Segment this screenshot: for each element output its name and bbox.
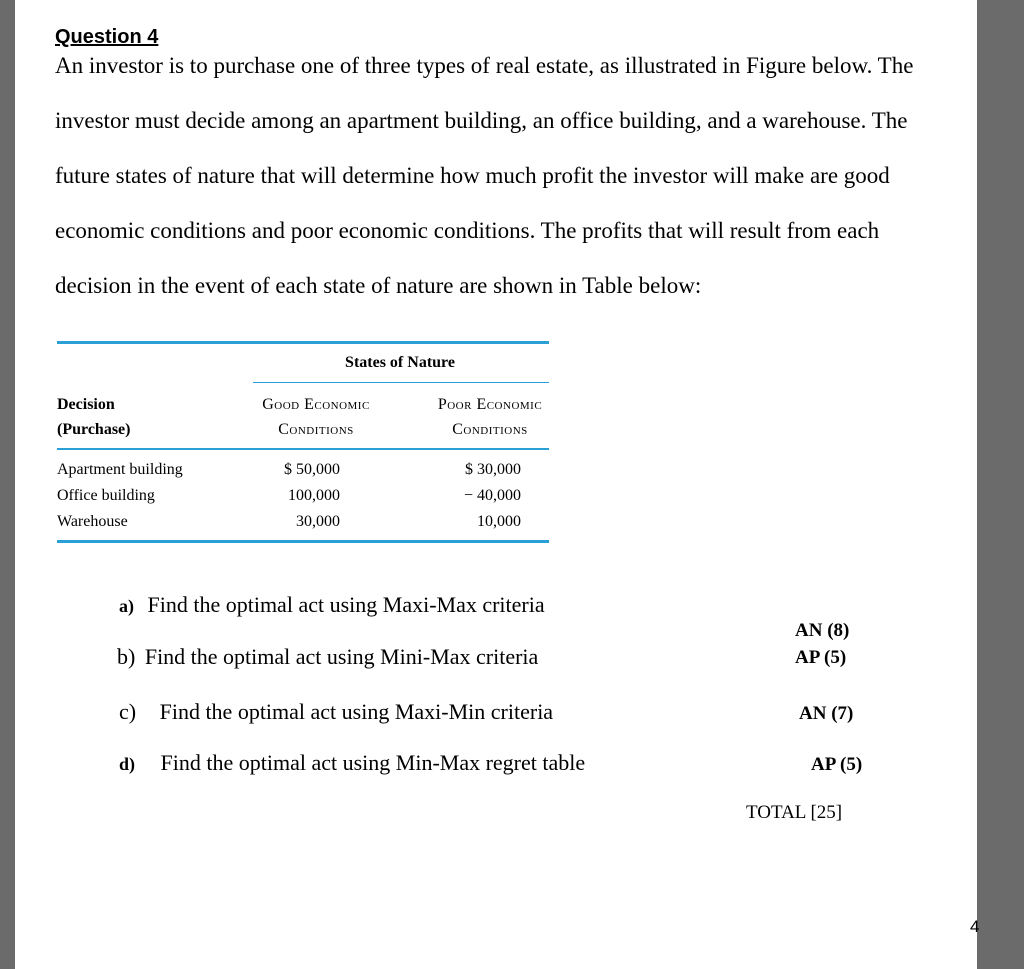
mark-an-8: AN (8) (795, 620, 850, 641)
table-header-rule (57, 448, 549, 450)
good-conditions-header-2: Conditions (278, 421, 354, 438)
decision-cell: Office building (57, 487, 155, 504)
part-a-text: Find the optimal act using Maxi-Max criteria (147, 592, 545, 617)
poor-value-cell: $ 30,000 (465, 461, 521, 478)
part-a-label: a) (119, 596, 134, 616)
states-underline (253, 382, 549, 383)
good-conditions-header: Good Economic (262, 396, 370, 413)
question-text-line-2: investor must decide among an apartment building, an office building, and a warehouse. The (55, 108, 908, 133)
good-value-cell: $ 50,000 (284, 461, 340, 478)
document-page (15, 0, 980, 969)
part-b-label: b) (117, 644, 136, 669)
part-b-text: Find the optimal act using Mini-Max criteria (144, 644, 539, 669)
mark-an-7: AN (7) (799, 703, 854, 724)
poor-value-cell: − 40,000 (463, 487, 521, 504)
question-text-line-3: future states of nature that will determine how much profit the investor will make are good (55, 163, 890, 188)
part-d (119, 750, 585, 776)
question-text-line-4: economic conditions and poor economic conditions. The profits that will result from each (55, 218, 880, 243)
decision-cell: Warehouse (57, 513, 128, 530)
question-text-line-1: An investor is to purchase one of three types of real estate, as illustrated in Figure below. The (55, 53, 914, 78)
question-title: Question 4 (55, 26, 159, 48)
purchase-header: (Purchase) (57, 421, 131, 438)
part-d-text: Find the optimal act using Min-Max regret table (160, 750, 586, 775)
part-c-text: Find the optimal act using Maxi-Min criteria (159, 699, 554, 724)
mark-ap-5: AP (5) (795, 647, 847, 668)
table-bottom-rule (57, 540, 549, 543)
part-c (119, 699, 553, 725)
decision-cell: Apartment building (57, 461, 183, 478)
table-top-rule (57, 341, 549, 344)
states-of-nature-header: States of Nature (345, 354, 455, 371)
total-marks: TOTAL [25] (746, 802, 843, 823)
mark-ap-5-second: AP (5) (811, 754, 863, 775)
part-c-label: c) (119, 699, 137, 724)
good-value-cell: 30,000 (296, 513, 340, 530)
question-text-line-5: decision in the event of each state of nature are shown in Table below: (55, 273, 702, 298)
part-a (119, 592, 545, 618)
poor-conditions-header: Poor Economic (437, 396, 543, 413)
poor-value-cell: 10,000 (477, 513, 521, 530)
part-b (117, 644, 538, 670)
good-value-cell: 100,000 (288, 487, 340, 504)
poor-conditions-header-2: Conditions (452, 421, 528, 438)
page-number: 4 (970, 917, 980, 936)
decision-header: Decision (57, 396, 115, 413)
part-d-label: d) (119, 754, 136, 774)
